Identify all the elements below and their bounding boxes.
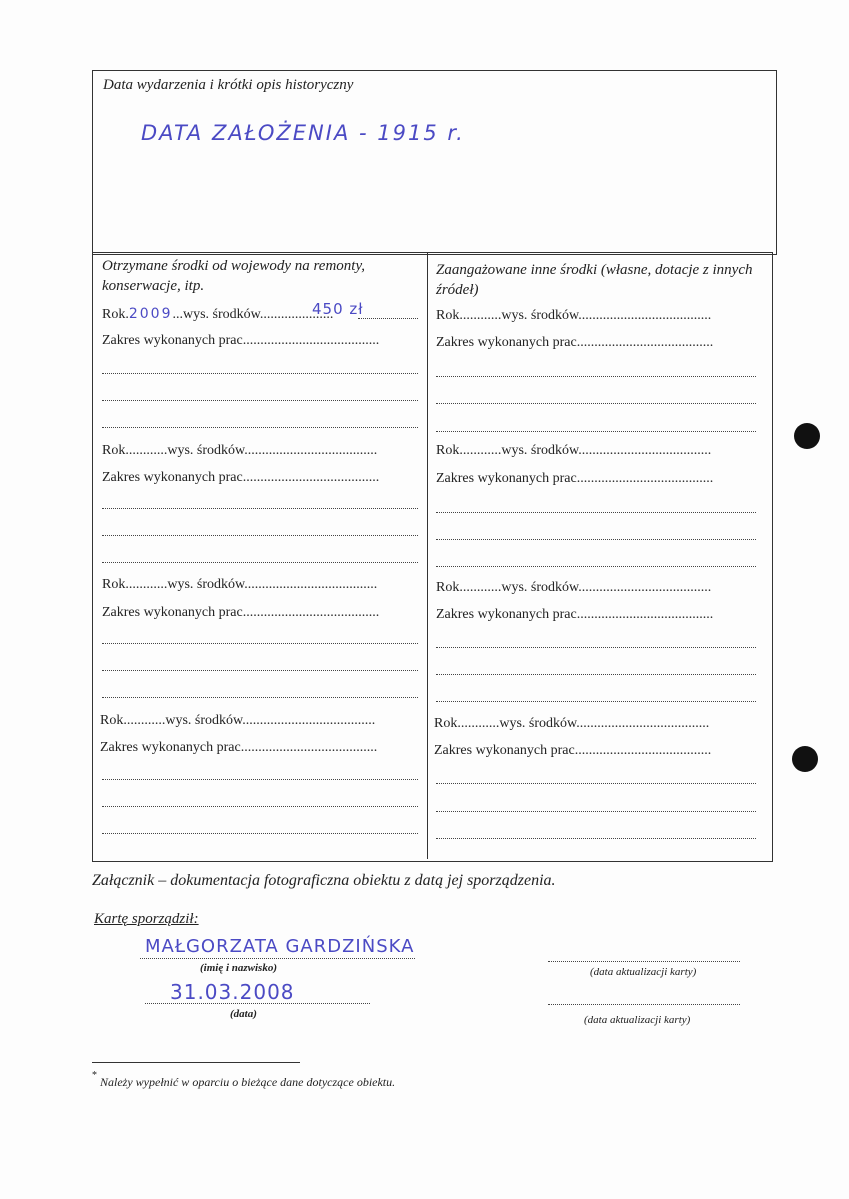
right-entry-3-rok: Rok............wys. środków...................................... — [436, 580, 712, 595]
signature-heading: Kartę sporządził: — [94, 911, 199, 927]
punch-hole-bottom — [792, 746, 818, 772]
signature-name-caption: (imię i nazwisko) — [200, 962, 278, 974]
update-line-2 — [548, 1004, 740, 1005]
signature-name-handwritten: MAŁGORZATA GARDZIŃSKA — [145, 936, 415, 957]
right-entry-4-rok: Rok............wys. środków...................................... — [434, 716, 710, 731]
dotted-line — [102, 373, 418, 374]
dotted-line — [102, 400, 418, 401]
right-column-header: Zaangażowane inne środki (własne, dotacje z innych źródeł) — [436, 262, 753, 298]
footnote-text: Należy wypełnić w oparciu o bieżące dane dotyczące obiektu. — [100, 1075, 396, 1089]
punch-hole-top — [794, 423, 820, 449]
dotted-line — [102, 508, 418, 509]
update-caption-1: (data aktualizacji karty) — [590, 966, 697, 978]
funds-column-divider — [427, 253, 428, 859]
right-entry-1-zakres: Zakres wykonanych prac....................................... — [436, 335, 714, 350]
dotted-line — [436, 539, 756, 540]
left-entry-2-rok: Rok............wys. środków...................................... — [102, 443, 378, 458]
dotted-line — [436, 838, 756, 839]
left-entry-4-zakres: Zakres wykonanych prac....................................... — [100, 740, 378, 755]
left-entry-1-rok — [102, 306, 420, 323]
dotted-line — [436, 701, 756, 702]
dotted-line — [102, 779, 418, 780]
signature-date-caption: (data) — [230, 1008, 257, 1020]
dotted-line — [436, 783, 756, 784]
left-entry-4-rok: Rok............wys. środków...................................... — [100, 713, 376, 728]
dotted-line — [102, 697, 418, 698]
right-entry-2-zakres: Zakres wykonanych prac....................................... — [436, 471, 714, 486]
update-line-1 — [548, 961, 740, 962]
dotted-line — [436, 811, 756, 812]
left-entry-2-zakres: Zakres wykonanych prac....................................... — [102, 470, 380, 485]
signature-date-line — [145, 1003, 370, 1004]
left-entry-1-zakres: Zakres wykonanych prac....................................... — [102, 333, 380, 348]
rok-value: 2009 — [128, 306, 173, 322]
rok-label: Rok. — [102, 307, 129, 322]
left-entry-3-rok: Rok............wys. środków...................................... — [102, 577, 378, 592]
dotted-line — [102, 562, 418, 563]
footnote-asterisk: * — [92, 1070, 97, 1081]
history-handwritten: DATA ZAŁOŻENIA - 1915 r. — [141, 121, 465, 145]
dotted-line — [436, 566, 756, 567]
update-caption-2: (data aktualizacji karty) — [584, 1014, 691, 1026]
dotted-line — [436, 512, 756, 513]
wys-label: ...wys. środków..................... — [172, 307, 334, 322]
dotted-line — [436, 403, 756, 404]
dotted-line — [436, 431, 756, 432]
dotted-line — [102, 670, 418, 671]
signature-name-line — [140, 958, 415, 959]
attachment-note: Załącznik – dokumentacja fotograficzna obiektu z datą jej sporządzenia. — [92, 872, 556, 889]
right-entry-2-rok: Rok............wys. środków...................................... — [436, 443, 712, 458]
right-entry-4-zakres: Zakres wykonanych prac....................................... — [434, 743, 712, 758]
footnote-separator — [92, 1062, 300, 1063]
left-entry-1-amount-line — [358, 318, 418, 319]
history-section — [92, 70, 777, 255]
dotted-line — [102, 833, 418, 834]
dotted-line — [102, 643, 418, 644]
dotted-line — [436, 376, 756, 377]
left-column-header: Otrzymane środki od wojewody na remonty, konserwacje, itp. — [102, 258, 366, 294]
dotted-line — [102, 806, 418, 807]
right-entry-1-rok: Rok............wys. środków...................................... — [436, 308, 712, 323]
left-entry-3-zakres: Zakres wykonanych prac....................................... — [102, 605, 380, 620]
dotted-line — [436, 674, 756, 675]
left-entry-1-amount: 450 zł — [312, 300, 364, 318]
dotted-line — [102, 427, 418, 428]
dotted-line — [102, 535, 418, 536]
history-label: Data wydarzenia i krótki opis historyczny — [103, 77, 354, 93]
signature-date-handwritten: 31.03.2008 — [170, 980, 295, 1004]
right-entry-3-zakres: Zakres wykonanych prac....................................... — [436, 607, 714, 622]
dotted-line — [436, 647, 756, 648]
